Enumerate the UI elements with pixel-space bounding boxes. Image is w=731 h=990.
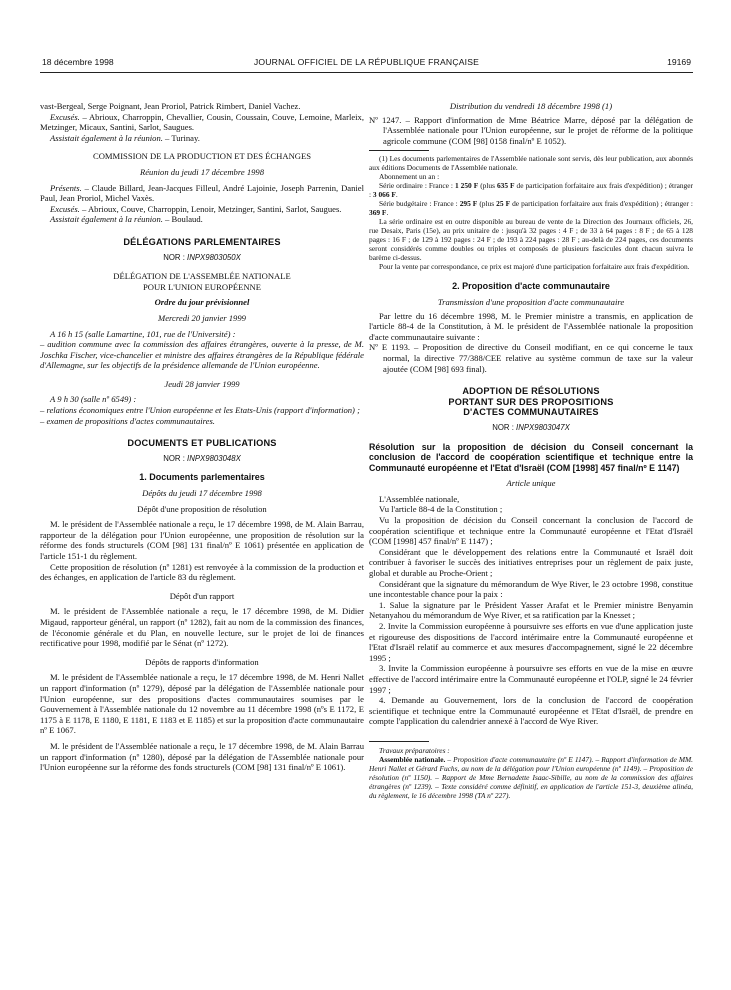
names-continued: vast-Bergeal, Serge Poignant, Jean Proriol, Patrick Rimbert, Daniel Vachez. [40,101,301,111]
assistait-names: – Turinay. [162,132,200,143]
paragraph-4: M. le président de l'Assemblée nationale a reçu, le 17 décembre 1998, de M. Henri Nallet un rapport d'information (nº 1279), déposé par la délégation de l'Assemblée nationale pour l'Union européenne, sur des propositions d'actes communautaires soumises par le Gouvernement à l'Assemblée nationale du 12 novembre au 11 décembre 1998 (nºs E 1172, E 1175 à E 1178, E 1180, E 1181, E 1183 et E 1185) et sur la proposition d'acte communautaire nº E 1067. [40,672,364,736]
nor-line-2 [40,454,364,465]
resolution-line-1: L'Assemblée nationale, [379,493,460,504]
nor-code: INPX9803050X [187,252,241,262]
nor-line [40,253,364,264]
documents-heading: DOCUMENTS ET PUBLICATIONS [127,438,277,449]
depot-proposition-heading: Dépôt d'une proposition de résolution [137,503,267,514]
paragraph-1: M. le président de l'Assemblée nationale a reçu, le 17 décembre 1998, de M. Alain Barrau, rapporteur de la délégation pour l'Union européenne, une proposition de résolution sur la réforme des fonds structurels (COM [98] 131 final/nº E 1061) présentée en application de l'article 151-1 du règlement. [40,519,364,561]
adoption-heading-3: D'ACTES COMMUNAUTAIRES [463,407,599,418]
section-2-heading: 2. Proposition d'acte communautaire [452,281,610,292]
agenda-time-2: A 9 h 30 (salle nº 6549) : [50,394,137,405]
travaux-rule [369,741,429,742]
assistait-label: Assistait également à la réunion. [50,132,163,143]
footnote-2: Abonnement un an : [379,172,440,182]
presents-paragraph [40,183,364,204]
article-unique: Article unique [506,478,556,489]
resolution-line-5: Considérant que la signature du mémorandum de Wye River, le 23 octobre 1998, constitue une incontestable chance pour la paix : [369,578,693,600]
footnote-4 [369,199,693,217]
fn-text: de participation forfaitaire aux frais d'expédition) ; étranger : [369,181,693,200]
delegation-name-line-1: DÉLÉGATION DE L'ASSEMBLÉE NATIONALE [113,271,291,282]
ordre-du-jour: Ordre du jour prévisionnel [154,297,250,308]
resolution-line-6: 1. Salue la signature par le Président Yasser Arafat et le Premier ministre Benyamin Netanyahou du mémorandum de Wye River, et sa ratification par la Knesset ; [369,599,693,621]
excuses-paragraph [40,112,364,133]
fn-text: Série ordinaire : France : [379,181,455,191]
excuses-label-2: Excusés. [50,203,80,214]
fn-text: . [386,208,389,218]
delegations-heading: DÉLÉGATIONS PARLEMENTAIRES [123,236,281,247]
adoption-heading-2: PORTANT SUR DES PROPOSITIONS [448,396,614,407]
fn-text: Série budgétaire : France : [379,199,460,209]
depots-date: Dépôts du jeudi 17 décembre 1998 [142,488,262,499]
agenda-date-2: Jeudi 28 janvier 1999 [164,378,240,389]
fn-price: 3 066 F [372,190,396,200]
nor-label-3: NOR : [492,422,517,432]
left-column [40,101,364,773]
agenda-item-2: – relations économiques entre l'Union européenne et les Etats-Unis (rapport d'information) ; [40,405,360,416]
resolution-line-8: 3. Invite la Commission européenne à poursuivre ses efforts en vue de la mise en œuvre effective de l'accord intérimaire entre la Communauté européenne et l'OLP, signé le 24 février 1997 ; [369,663,693,695]
fn-text: de participation forfaitaire aux frais d'expédition) ; étranger : [510,199,693,209]
travaux-details: – Proposition d'acte communautaire (nº E 1147). – Rapport d'information de MM. Henri Nallet et Gérard Fuchs, au nom de la délégation pour l'Union européenne (nº 1149). – Proposition de résolution (nº 1150). – Rapport de Mme Bernadette Isaac-Sibille, au nom de la commission des affaires étrangères (nº 1239). – Texte considéré comme définitif, en application de l'article 151-3, deuxième alinéa, du règlement, le 16 décembre 1998 (TA nº 227). [369,754,693,800]
nor-label: NOR : [163,252,188,262]
footnote-6: Pour la vente par correspondance, ce prix est majoré d'une participation forfaitaire aux frais d'expédition. [379,262,690,272]
footnote-rule [369,150,429,151]
fn-price: 369 F [369,208,387,218]
header-date: 18 décembre 1998 [42,57,114,67]
excuses-names: – Abrioux, Charroppin, Chevallier, Cousin, Coussain, Couve, Lemoine, Marleix, Metzinger, Micaux, Santini, Sarlot, Saugues. [40,111,364,133]
header-title: JOURNAL OFFICIEL DE LA RÉPUBLIQUE FRANÇAISE [253,57,480,67]
commission-heading: COMMISSION DE LA PRODUCTION ET DES ÉCHANGES [92,151,312,162]
presents-names: – Claude Billard, Jean-Jacques Filleul, André Lajoinie, Joseph Parrenin, Daniel Paul, Jean Proriol, Michel Vaxès. [40,182,364,204]
fn-text: . [395,190,398,200]
nor-line-3 [369,423,693,434]
document-e1193: Nº E 1193. – Proposition de directive du Conseil modifiant, en ce qui concerne le taux normal, la directive 77/388/CEE relative au système commun de taxe sur la valeur ajoutée (COM [98] 693 final). [369,342,693,374]
fn-text: (plus [477,199,497,209]
assistait-paragraph [40,133,364,144]
excuses-label: Excusés. [50,111,80,122]
paragraph-2: Cette proposition de résolution (nº 1281) est renvoyée à la commission de la production et des échanges, en application de l'article 83 du règlement. [40,561,364,583]
adoption-heading-1: ADOPTION DE RÉSOLUTIONS [462,386,600,397]
transmission-paragraph: Par lettre du 16 décembre 1998, M. le Premier ministre a transmis, en application de l'article 88-4 de la Constitution, à M. le président de l'Assemblée nationale la proposition d'acte communautaire suivante : [369,310,693,342]
footnote [369,154,693,271]
fn-price: 295 F [459,199,478,209]
header-rule [40,72,693,73]
paragraph-5: M. le président de l'Assemblée nationale a reçu, le 17 décembre 1998, de M. Alain Barrau un rapport d'information (nº 1280), déposé par la délégation de l'Assemblée nationale pour l'Union européenne sur la réforme des fonds structurels (COM [98] 131 final/nº E 1061). [40,740,364,773]
fn-price: 25 F [496,199,511,209]
nor-label-2: NOR : [163,453,188,463]
travaux-assembly: Assemblée nationale. [379,754,446,764]
fn-text: (plus [478,181,497,191]
resolution-title: Résolution sur la proposition de décision du Conseil concernant la conclusion de l'accord de coopération scientifique et technique entre la Communauté européenne et l'Etat d'Israël (COM [1998] 457 final/nº E 1147) [369,441,693,473]
fn-price: 1 250 F [454,181,479,191]
assistait-names-2: – Boulaud. [162,214,203,225]
assistait-paragraph-2 [40,214,364,225]
travaux-text [369,755,693,800]
depot-rapport-heading: Dépôt d'un rapport [169,590,235,601]
page-header [42,57,691,71]
agenda-time-1: A 16 h 15 (salle Lamartine, 101, rue de l'Université) : [50,328,236,339]
agenda-date-1: Mercredi 20 janvier 1999 [158,312,246,323]
travaux-preparatoires [369,746,693,800]
nor-code-3: INPX9803047X [516,422,570,432]
depot-rapports-heading: Dépôts de rapports d'information [145,656,259,667]
paragraph-3: M. le président de l'Assemblée nationale a reçu, le 17 décembre 1998, de M. Didier Migaud, rapporteur général, un rapport (nº 1282), fait au nom de la commission des finances, de l'économie générale et du Plan, en nouvelle lecture, sur le projet de loi de finances rectificative pour 1998, modifié par le Sénat (nº 1272). [40,606,364,649]
footnote-5: La série ordinaire est en outre disponible au bureau de vente de la Direction des Journaux officiels, 26, rue Desaix, Paris (15e), au prix unitaire de : jusqu'à 32 pages : 4 F ; de 33 à 64 pages : 8 F ; de 65 à 128 pages : 16 F ; de 129 à 192 pages : 24 F ; de 193 à 224 pages : 28 F ; au-delà de 224 pages, ces documents seront considérés comme doubles ou triples et composés de plusieurs fascicules dont chacun suivra le barème ci-dessus. [369,217,693,263]
header-page-number: 19169 [667,57,691,67]
excuses-paragraph-2 [40,204,364,215]
transmission-heading: Transmission d'une proposition d'acte communautaire [437,296,625,307]
resolution-line-7: 2. Invite la Commission européenne à poursuivre ses efforts en vue d'une application juste et rigoureuse des dispositions de l'accord intérimaire entre la Communauté européenne et l'Etat d'Israël relatif au commerce et aux mesures d'accompagnement, signé le 22 décembre 1995 ; [369,621,693,663]
excuses-names-2: – Abrioux, Couve, Charroppin, Lenoir, Metzinger, Santini, Sarlot, Saugues. [79,203,342,214]
distribution-date: Distribution du vendredi 18 décembre 1998 (1) [449,101,613,111]
delegation-name-line-2: POUR L'UNION EUROPÉENNE [142,281,262,292]
nor-code-2: INPX9803048X [187,453,241,463]
travaux-label: Travaux préparatoires : [379,745,450,755]
resolution-line-9: 4. Demande au Gouvernement, lors de la conclusion de l'accord de coopération scientifique et technique entre la Communauté européenne et l'Etat d'Israël, de prendre en compte l'application du calendrier annexé à l'accord de Wye River. [369,695,693,727]
footnote-1: (1) Les documents parlementaires de l'Assemblée nationale sont servis, dès leur publication, aux abonnés aux éditions Documents de l'Assemblée nationale. [369,154,693,173]
agenda-item-3: – examen de propositions d'actes communautaires. [40,415,215,426]
resolution-line-2: Vu l'article 88-4 de la Constitution ; [379,504,503,515]
resolution-line-3: Vu la proposition de décision du Conseil concernant la conclusion de l'accord de coopération scientifique et technique entre la Communauté européenne et l'Etat d'Israël (COM [1998] 457 final/nº E 1147) ; [369,515,693,547]
fn-price: 635 F [496,181,515,191]
footnote-3 [369,181,693,199]
reunion-date: Réunion du jeudi 17 décembre 1998 [139,166,265,177]
agenda-item-1: – audition commune avec la commission des affaires étrangères, ouverte à la presse, de M. Joschka Fischer, vice-chancelier et ministre des affaires étrangères de la République fédérale d'Allemagne, sur les objectifs de la présidence allemande de l'Union européenne. [40,339,364,371]
assistait-label-2: Assistait également à la réunion. [50,214,163,225]
resolution-line-4: Considérant que le développement des relations entre la Communauté et Israël doit contribuer à favoriser le succès des initiatives entreprises pour un règlement de paix juste, global et durable au Proche-Orient ; [369,546,693,579]
document-1247: Nº 1247. – Rapport d'information de Mme Béatrice Marre, déposé par la délégation de l'Assemblée nationale pour l'Union européenne, sur le projet de réforme de la politique agricole commune (COM [98] 0158 final/nº E 1052). [369,114,693,146]
section-1-heading: 1. Documents parlementaires [139,472,265,483]
right-column [369,101,693,800]
presents-label: Présents. [50,182,82,193]
